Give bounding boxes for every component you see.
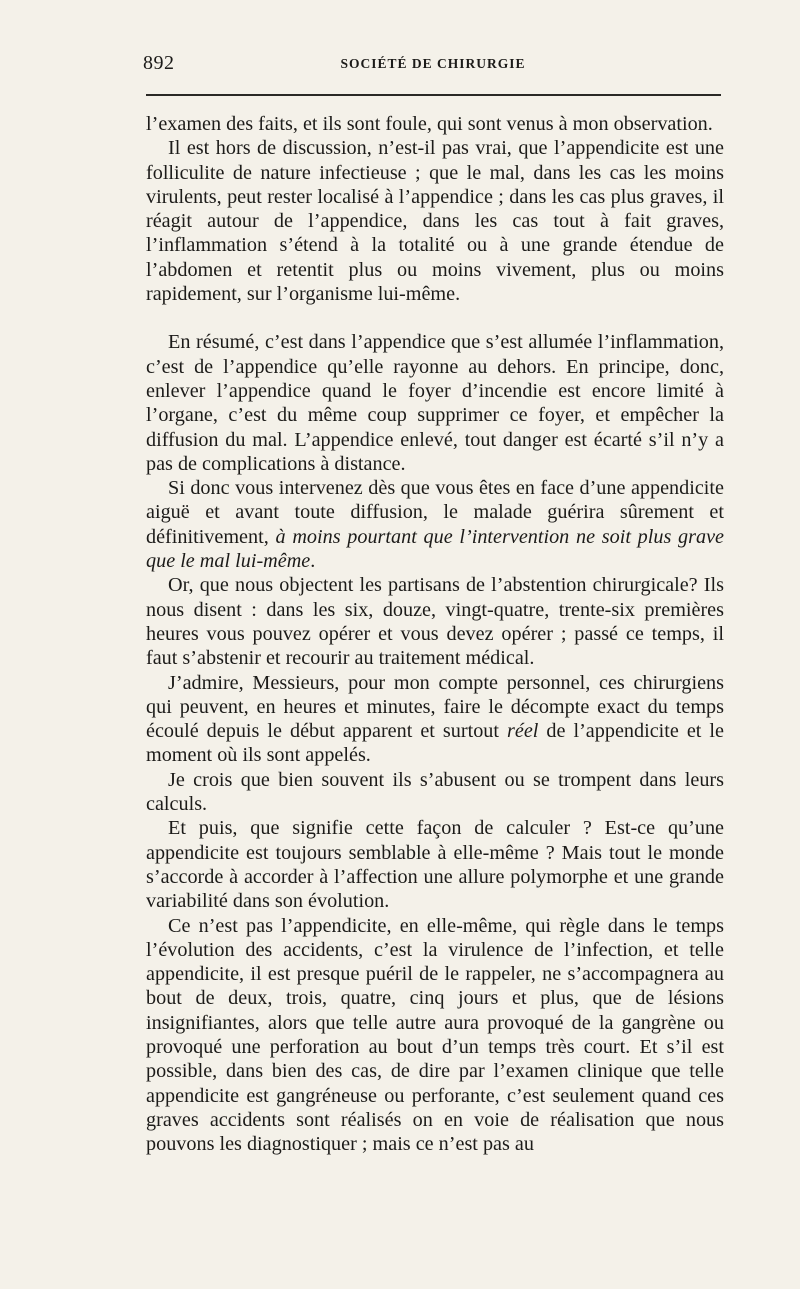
paragraph-5-text: Or, que nous objectent les partisans de l’abstention chirurgicale? Ils nous disent : dans les six, douze, vingt-quatre, trente-six premières heures vous pouvez opérer et vous devez opérer ; passé ce temps, il faut s’abstenir et recourir au traitement médical. [146, 574, 724, 670]
paragraph-7 [146, 768, 724, 817]
paragraph-3-text: En résumé, c’est dans l’appendice que s’est allumée l’inflammation, c’est de l’appendice qu’elle rayonne au dehors. En principe, donc, enlever l’appendice quand le foyer d’incendie est encore limité à l’organe, c’est du même coup supprimer ce foyer, et empêcher la diffusion du mal. L’appendice enlevé, tout danger est écarté s’il n’y a pas de complications à distance. [146, 331, 724, 475]
paragraph-9-text: Ce n’est pas l’appendicite, en elle-même, qui règle dans le temps l’évolution des accidents, c’est la virulence de l’infection, et telle appendicite, il est presque puéril de le rappeler, ne s’accompagnera au bout de deux, trois, quatre, cinq jours et plus, que de lésions insignifiantes, alors que telle autre aura provoqué de la gangrène ou provoqué une perforation au bout d’un temps très court. Et s’il est possible, dans bien des cas, de dire par l’examen clinique que telle appendicite est gangréneuse ou perforante, c’est seulement quand ces graves accidents sont réalisés on en voie de réalisation que nous pouvons les diagnostiquer ; mais ce n’est pas au [146, 914, 724, 1156]
body-text [146, 112, 724, 1156]
paragraph-4-end: . [310, 550, 316, 573]
paragraph-6 [146, 671, 724, 768]
paragraph-5 [146, 573, 724, 670]
paragraph-6-italic: réel [507, 720, 539, 743]
paragraph-1 [146, 112, 724, 136]
page-number: 892 [143, 52, 175, 74]
paragraph-7-text: Je crois que bien souvent ils s’abusent ou se trompent dans leurs calculs. [146, 768, 724, 816]
paragraph-3 [146, 330, 724, 476]
page-header [143, 52, 723, 82]
paragraph-6-text: J’admire, Messieurs, pour mon compte personnel, ces chirurgiens qui peuvent, en heures et minutes, faire le décompte exact du temps écoulé depuis le début apparent et surtout [146, 671, 724, 743]
header-rule [146, 94, 721, 96]
running-head: SOCIÉTÉ DE CHIRURGIE [340, 56, 526, 71]
paragraph-4-italic: à moins pourtant que l’intervention ne soit plus grave que le mal lui-même [146, 525, 724, 573]
paragraph-8-text: Et puis, que signifie cette façon de calculer ? Est-ce qu’une appendicite est toujours semblable à elle-même ? Mais tout le monde s’accorde à accorder à l’affection une allure polymorphe et une grande variabilité dans son évolution. [146, 817, 724, 913]
paragraph-2-text: Il est hors de discussion, n’est-il pas vrai, que l’appendicite est une folliculite de nature infectieuse ; que le mal, dans les cas les moins virulents, peut rester localisé à l’appendice ; dans les cas plus graves, il réagit autour de l’appendice, dans les cas tout à fait graves, l’inflammation s’étend à la totalité ou à une grande étendue de l’abdomen et retentit plus ou moins vivement, plus ou moins rapidement, sur l’organisme lui-même. [146, 137, 724, 306]
paragraph-9 [146, 914, 724, 1157]
paragraph-4 [146, 476, 724, 573]
paragraph-4-text: Si donc vous intervenez dès que vous êtes en face d’une appendicite aiguë et avant toute diffusion, le malade guérira sûrement et définitivement, [146, 477, 724, 548]
paragraph-1-text: l’examen des faits, et ils sont foule, qui sont venus à mon observation. [146, 113, 713, 135]
paragraph-6-end: de l’appendicite et le moment où ils sont appelés. [146, 720, 724, 767]
paragraph-2 [146, 136, 724, 306]
paragraph-8 [146, 816, 724, 913]
